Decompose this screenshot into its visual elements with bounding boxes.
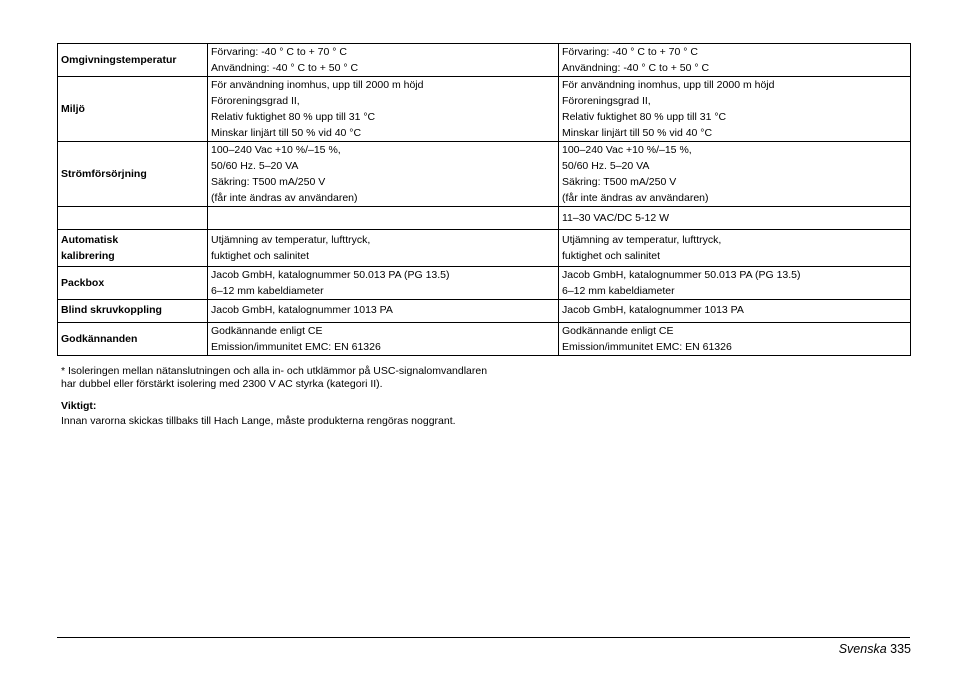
table-row: [58, 44, 911, 77]
cell-line: Emission/immunitet EMC: EN 61326: [211, 341, 381, 353]
table-row: [58, 300, 911, 323]
row-label: Blind skruvkoppling: [58, 300, 208, 323]
kv-value: -40 ° C to + 70 ° C: [612, 46, 698, 58]
cell-col2: [559, 44, 911, 77]
cell-line: Säkring: T500 mA/250 V: [211, 176, 326, 188]
cell-col1: [208, 323, 559, 356]
table-row: [58, 142, 911, 207]
cell-line: Relativ fuktighet 80 % upp till 31 °C: [562, 111, 727, 123]
cell-line: För användning inomhus, upp till 2000 m höjd: [562, 79, 775, 91]
cell-col2: [559, 77, 911, 142]
cell-line: Utjämning av temperatur, lufttryck,: [211, 234, 371, 246]
cell-line: Föroreningsgrad II,: [562, 95, 651, 107]
kv-key: Förvaring:: [562, 46, 610, 58]
kv-line: [211, 60, 555, 76]
cell-col1: [208, 207, 559, 230]
cell-line: Jacob GmbH, katalognummer 1013 PA: [211, 304, 393, 316]
cell-line: (får inte ändras av användaren): [562, 192, 709, 204]
kv-line: [562, 60, 907, 76]
kv-line: [211, 44, 555, 60]
kv-line: [562, 44, 907, 60]
footnote: [61, 365, 487, 390]
cell-col1: [208, 142, 559, 207]
table-row: [58, 230, 911, 267]
cell-line: Föroreningsgrad II,: [211, 95, 300, 107]
cell-line: 6–12 mm kabeldiameter: [562, 285, 675, 297]
cell-col1: [208, 267, 559, 300]
cell-line: 50/60 Hz. 5–20 VA: [211, 160, 299, 172]
row-label-line: kalibrering: [61, 250, 115, 262]
kv-value: -40 ° C to + 50 ° C: [272, 62, 359, 74]
important-text: Innan varorna skickas tillbaks till Hach Lange, måste produkterna rengöras noggrant.: [61, 415, 456, 427]
cell-col2: [559, 142, 911, 207]
cell-line: Utjämning av temperatur, lufttryck,: [562, 234, 722, 246]
cell-line: 100–240 Vac +10 %/–15 %,: [562, 144, 692, 156]
cell-line: fuktighet och salinitet: [562, 250, 661, 262]
cell-line: [211, 210, 555, 226]
kv-value: -40 ° C to + 50 ° C: [623, 62, 710, 74]
row-label: [58, 230, 208, 267]
cell-line: Jacob GmbH, katalognummer 1013 PA: [562, 304, 744, 316]
kv-value: -40 ° C to + 70 ° C: [261, 46, 347, 58]
row-label: Omgivningstemperatur: [58, 44, 208, 77]
kv-key: Förvaring:: [211, 46, 259, 58]
cell-line: Jacob GmbH, katalognummer 50.013 PA (PG 13.5): [211, 269, 450, 281]
cell-line: Godkännande enligt CE: [562, 325, 674, 337]
row-label: Godkännanden: [58, 323, 208, 356]
specifications-table: [57, 43, 911, 356]
cell-col1: [208, 44, 559, 77]
table-row: [58, 323, 911, 356]
cell-col1: [208, 230, 559, 267]
cell-col2: [559, 230, 911, 267]
cell-line: För användning inomhus, upp till 2000 m höjd: [211, 79, 424, 91]
cell-line: 6–12 mm kabeldiameter: [211, 285, 324, 297]
cell-col2: [559, 300, 911, 323]
cell-line: 100–240 Vac +10 %/–15 %,: [211, 144, 341, 156]
row-label: Strömförsörjning: [58, 142, 208, 207]
kv-key: Användning:: [562, 62, 621, 74]
cell-line: Minskar linjärt till 50 % vid 40 °C: [562, 127, 713, 139]
page-footer: [839, 642, 911, 656]
cell-line: Minskar linjärt till 50 % vid 40 °C: [211, 127, 362, 139]
table-row: [58, 207, 911, 230]
cell-col2: [559, 267, 911, 300]
cell-col1: [208, 300, 559, 323]
cell-line: fuktighet och salinitet: [211, 250, 310, 262]
cell-line: Jacob GmbH, katalognummer 50.013 PA (PG 13.5): [562, 269, 801, 281]
footer-divider: [57, 637, 910, 638]
row-label: Miljö: [58, 77, 208, 142]
cell-line: Godkännande enligt CE: [211, 325, 323, 337]
cell-col2: [559, 207, 911, 230]
cell-line: Relativ fuktighet 80 % upp till 31 °C: [211, 111, 376, 123]
row-label-line: Automatisk: [61, 234, 119, 246]
cell-line: (får inte ändras av användaren): [211, 192, 358, 204]
footnote-line: * Isoleringen mellan nätanslutningen och alla in- och utklämmor på USC-signalomvandlaren: [61, 365, 488, 377]
row-label: Packbox: [58, 267, 208, 300]
cell-line: 11–30 VAC/DC 5-12 W: [562, 212, 669, 224]
footnote-line: har dubbel eller förstärkt isolering med 2300 V AC styrka (kategori II).: [61, 377, 383, 390]
cell-line: 50/60 Hz. 5–20 VA: [562, 160, 650, 172]
footer-language: Svenska: [838, 642, 887, 656]
table-row: [58, 77, 911, 142]
cell-col1: [208, 77, 559, 142]
cell-line: Emission/immunitet EMC: EN 61326: [562, 341, 732, 353]
row-label: [58, 207, 208, 230]
cell-col2: [559, 323, 911, 356]
table-row: [58, 267, 911, 300]
cell-line: Säkring: T500 mA/250 V: [562, 176, 677, 188]
page-number: 335: [890, 642, 911, 656]
kv-key: Användning:: [211, 62, 270, 74]
important-heading: Viktigt:: [61, 400, 97, 412]
